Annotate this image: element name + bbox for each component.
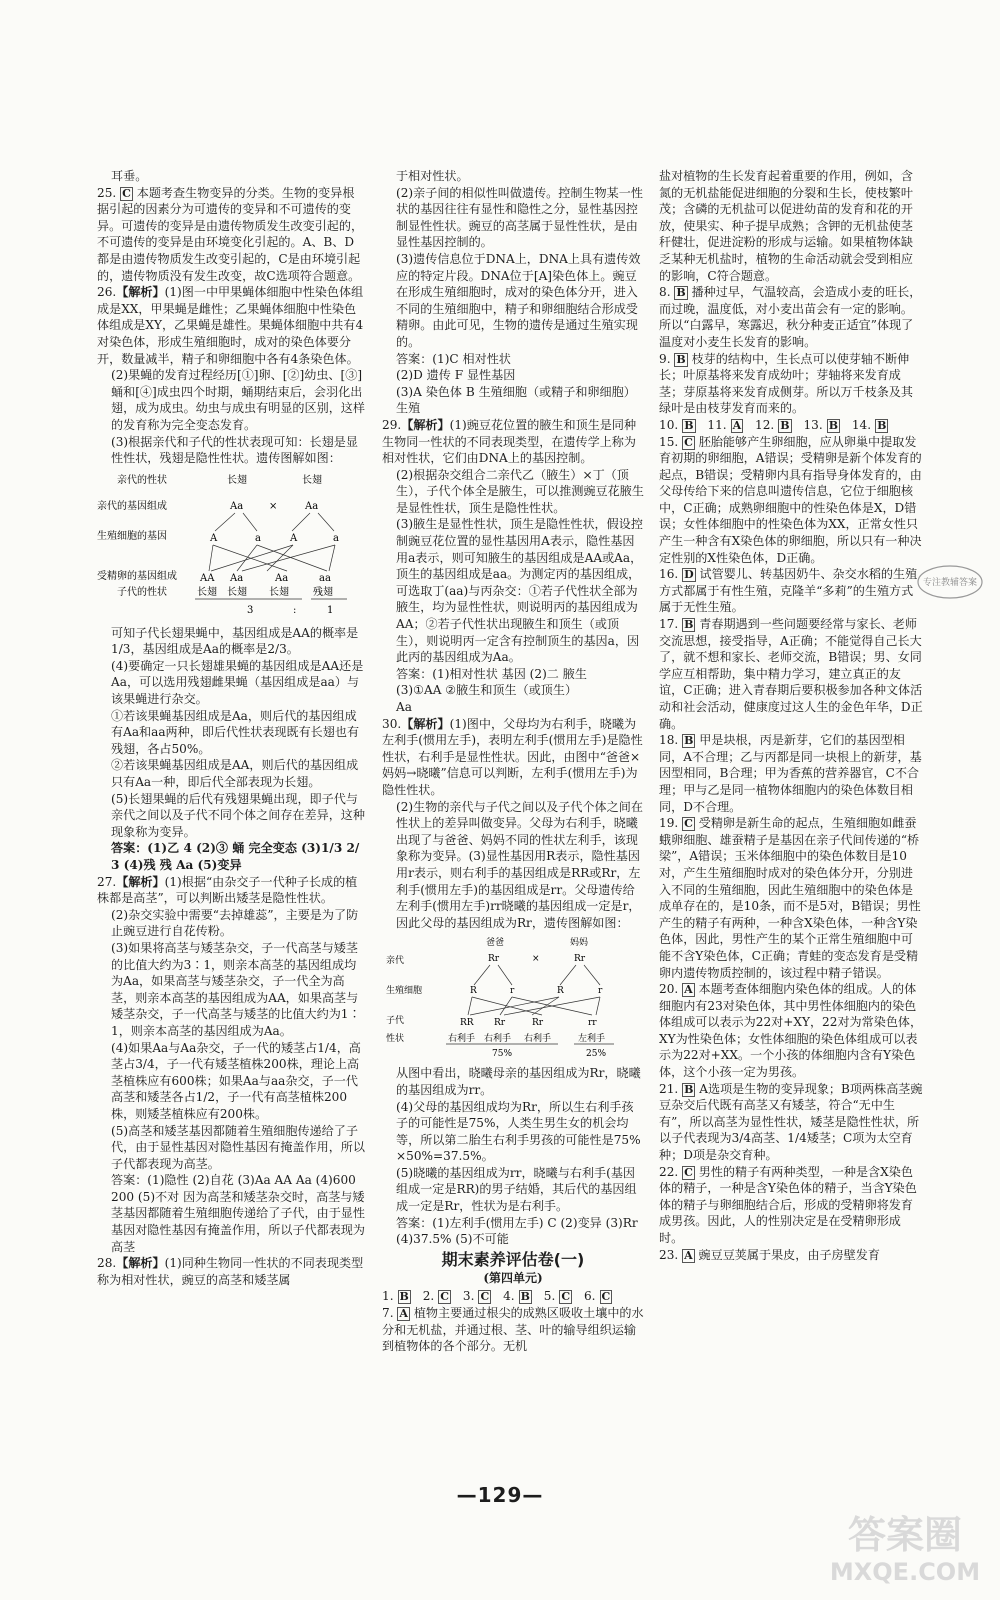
- row-label: 亲代: [386, 956, 405, 967]
- answer-box: C: [684, 817, 693, 831]
- paragraph: (5)高茎和矮茎基因都随着生殖细胞传递给了子代，由于显性基因对隐性基因有掩盖作用，所以子代都表现为高茎。: [111, 1123, 365, 1171]
- question-8: [659, 284, 923, 350]
- answer-box: B: [399, 1290, 409, 1304]
- zygote: Aa: [275, 572, 289, 584]
- answer-box: B: [684, 418, 694, 432]
- row-label: 子代: [386, 1016, 405, 1027]
- child-trait: 左利手: [578, 1034, 606, 1045]
- question-number: 11.: [707, 417, 727, 432]
- question-number: 26.: [97, 285, 117, 300]
- answer-line: 答案：(1)左利手(惯用左手) C (2)变异 (3)Rr (4)37.5% (5)不可能: [396, 1215, 638, 1247]
- question-text: 受精卵是新生命的起点，生殖细胞如雌蚕蛾卵细胞、雄蚕精子是基因在亲子代间传递的“桥梁”，A错误；玉米体细胞中的染色体数目是10对，产生生殖细胞时成对的染色体分开，分别进入不同的生殖细胞，因此生殖细胞中的染色体是成单存在的，是10条，而不是5对，B错误；男性产生的精子有两种，一种含X染色体，一种含Y染色体，因此，男性产生的某个正常生殖细胞中可能不含Y染色体，C正确；青蛙的变态发育是受精卵内遗传物质控制的，该过程中精子错误。: [659, 816, 921, 980]
- answer-box: B: [877, 418, 887, 432]
- answer-box: D: [684, 568, 694, 582]
- probability: 25%: [586, 1049, 607, 1060]
- mc-answers-row: [382, 1288, 644, 1305]
- paragraph: (3)如果将高茎与矮茎杂交，子一代高茎与矮茎的比值大约为3∶1，则亲本高茎的基因组成均为Aa，如果高茎与矮茎杂交，子一代全为高茎，则亲本高茎的基因组成为AA，如果高茎与矮茎杂交，子一代高茎与矮茎的比值大约为1∶1，则亲本高茎的基因组成为Aa。: [111, 940, 361, 1038]
- answer-box: C: [122, 186, 131, 200]
- question-22: [659, 1164, 923, 1247]
- answer-box: B: [676, 352, 686, 366]
- parent-label: 爸爸: [486, 938, 505, 949]
- paragraph: 于相对性状。: [396, 169, 469, 183]
- paragraph: (5)长翅果蝇的后代有残翅果蝇出现，即子代与亲代之间以及子代不同个体之间存在差异，这种现象称为变异。: [111, 791, 365, 839]
- paragraph: (3)根据亲代和子代的性状表现可知：长翅是显性性状，残翅是隐性性状。遗传图解如图：: [111, 434, 358, 466]
- offspring-trait: 长翅: [269, 586, 289, 598]
- mc-item: [852, 418, 893, 432]
- mc-item: [463, 1289, 495, 1303]
- row-label: 亲代的性状: [117, 474, 167, 486]
- answer-line: (3)A 染色体 B 生殖细胞（或精子和卵细胞） 生殖: [396, 384, 636, 416]
- question-29: [382, 417, 644, 467]
- question-17: [659, 616, 923, 732]
- question-number: 27.: [97, 874, 117, 889]
- column-2: [382, 168, 644, 1355]
- question-number: 3.: [462, 1289, 475, 1304]
- answer-line: 答案：(1)乙 4 (2)③ 蛹 完全变态 (3)1/3 2/3 (4)残 残 Aa (5)变异: [111, 841, 360, 872]
- row-label: 生殖细胞的基因: [97, 530, 167, 542]
- question-number: 28.: [97, 1256, 117, 1271]
- paragraph: (2)杂交实验中需要“去掉雄蕊”，主要是为了防止豌豆进行自花传粉。: [111, 907, 359, 939]
- mc-item: [803, 418, 844, 432]
- answer-line: 答案：(1)隐性 (2)自花 (3)Aa AA Aa (4)600 200 (5)不对 因为高茎和矮茎杂交时，高茎与矮茎基因都随着生殖细胞传递给了子代，由于显性基因对隐性基因有掩盖作用，所以子代都表现为高茎: [111, 1173, 365, 1254]
- gamete: r: [510, 986, 515, 997]
- mc-item: [755, 418, 796, 432]
- question-26: [97, 284, 365, 367]
- section-title: 期末素养评估卷(一): [441, 1249, 585, 1269]
- parent1-gene: Aa: [230, 500, 244, 512]
- zygote: AA: [200, 572, 215, 584]
- paragraph: ①若该果蝇基因组成是Aa，则后代的基因组成有Aa和aa两种，即后代性状表现既有长翅也有残翅，各占50%。: [111, 708, 360, 756]
- mc-item: [707, 418, 747, 432]
- question-9: [659, 351, 923, 417]
- genetic-diagram-handedness: [382, 935, 644, 1059]
- stamp-text: 专注教辅答案: [922, 578, 978, 588]
- analysis-tag: 【解析】: [401, 716, 450, 731]
- paragraph: (1)图一中甲果蝇体细胞中性染色体组成是XX，甲果蝇是雌性；乙果蝇体细胞中性染色体组成是XY，乙果蝇是雄性。果蝇体细胞中共有4对染色体，形成生殖细胞时，成对的染色体要分开，数量减半，精子和卵细胞中各有4条染色体。: [97, 285, 364, 366]
- paragraph: (1)豌豆花位置的腋生和顶生是同种生物同一性状的不同表现类型，在遗传学上称为相对性状，它们由DNA上的基因控制。: [382, 417, 637, 466]
- child-trait: 右利手: [484, 1034, 512, 1045]
- column-1: [97, 168, 365, 1288]
- parent-label: 妈妈: [570, 938, 589, 949]
- question-number: 23.: [659, 1247, 679, 1262]
- paragraph: (1)根据“由杂交子一代种子长成的植株都是高茎”，可以判断出矮茎是隐性性状。: [97, 874, 358, 906]
- question-15: [659, 434, 923, 567]
- child-gene: RR: [460, 1018, 474, 1029]
- gamete: R: [557, 986, 564, 997]
- page-number: —129—: [456, 1483, 544, 1507]
- mc-item: [659, 418, 700, 432]
- question-number: 21.: [659, 1081, 679, 1096]
- mc-item: [382, 1289, 415, 1303]
- question-text: 男性的精子有两种类型，一种是含X染色体的精子，一种是含Y染色体的精子，当含Y染色体的精子与卵细胞结合后，形成的受精卵将发育成男孩。因此，人的性别决定是在受精卵形成时。: [659, 1164, 917, 1245]
- paragraph: (5)晓曦的基因组成为rr，晓曦与右利手(基因组成一定是RR)的男子结婚，其后代的基因组成一定是Rr，性状为是右利手。: [396, 1165, 637, 1214]
- answer-box: B: [828, 418, 838, 432]
- child-gene: rr: [588, 1018, 597, 1029]
- question-16: [659, 566, 923, 616]
- question-number: 29.: [382, 417, 402, 432]
- question-number: 9.: [659, 351, 671, 366]
- paragraph: ②若该果蝇基因组成是AA，则后代的基因组成只有Aa一种，即后代全部表现为长翅。: [111, 758, 359, 790]
- question-number: 5.: [543, 1289, 556, 1304]
- question-number: 15.: [659, 434, 679, 449]
- paragraph: (2)根据杂交组合二亲代乙（腋生）×丁（顶生），子代个体全是腋生，可以推测豌豆花腋生是显性性状，顶生是隐性性状。: [396, 467, 644, 515]
- analysis-tag: 【解析】: [116, 874, 165, 889]
- paragraph: (1)图中，父母均为右利手，晓曦为左利手(惯用左手)，表明左利手(惯用左手)是隐性性状，右利手是显性性状。因此，由图中“爸爸×妈妈→晓曦”信息可以判断，左利手(惯用左手)为隐性性状。: [382, 716, 643, 797]
- answer-box: A: [399, 1307, 408, 1321]
- probability: 75%: [492, 1049, 513, 1060]
- question-text: 本题考查体细胞内染色体的组成。人的体细胞内有23对染色体，其中男性体细胞内的染色体组成可以表示为22对+XY，22对为常染色体，XY为性染色体；女性体细胞的染色体组成可以表示为22对+XX。一个小孩的体细胞内含有Y染色体，这个小孩一定为男孩。: [659, 982, 923, 1080]
- analysis-tag: 【解析】: [116, 1256, 165, 1271]
- offspring-trait: 长翅: [227, 586, 247, 598]
- paragraph: (4)如果Aa与Aa杂交，子一代的矮茎占1/4，高茎占3/4，子一代有矮茎植株200株，理论上高茎植株应有600株；如果Aa与aa杂交，子一代高茎和矮茎各占1/2，子一代有高茎植株200株，则矮茎植株应有200株。: [111, 1040, 361, 1121]
- answer-box: B: [520, 1290, 530, 1304]
- question-text: 胚胎能够产生卵细胞，应从卵巢中提取发育初期的卵细胞，A错误；受精卵是新个体发育的起点，B错误；受精卵内具有指导身体发育的，由父母传给下来的信息叫遗传信息，它位于细胞核中，C正确；成熟卵细胞中的性染色体是X，D错误；女性体细胞中的性染色体为XX，正常女性只产生一种含有X染色体的卵细胞，所以只有一种决定性别的X性染色体，D正确。: [659, 434, 922, 565]
- answer-box: B: [684, 734, 694, 748]
- paragraph: (2)生物的亲代与子代之间以及子代个体之间在性状上的差异叫做变异。父母为右利手，晓曦出现了与爸爸、妈妈不同的性状左利手，该现象称为变异。(3)显性基因用R表示，隐性基因用r表示，则右利手的基因组成是RR或Rr，左利手(惯用左手)的基因组成是rr。父母遗传给左利手(惯用左手)rr晓曦的基因组成一定是r，因此父母的基因组成为Rr，遗传图解如图：: [396, 799, 643, 930]
- question-number: 2.: [422, 1289, 435, 1304]
- section-subtitle: (第四单元): [483, 1270, 543, 1285]
- question-number: 13.: [803, 417, 823, 432]
- question-25: [97, 185, 365, 285]
- answer-box: B: [684, 1082, 694, 1096]
- row-label: 受精卵的基因组成: [97, 570, 177, 582]
- paragraph: (4)要确定一只长翅雄果蝇的基因组成是AA还是Aa，可以选用残翅雌果蝇（基因组成是aa）与该果蝇进行杂交。: [111, 658, 364, 707]
- question-number: 20.: [659, 982, 679, 997]
- answer-line: 答案：(1)C 相对性状: [396, 351, 511, 366]
- question-30: [382, 716, 644, 799]
- analysis-tag: 【解析】: [116, 285, 165, 300]
- question-number: 17.: [659, 617, 679, 632]
- child-trait: 右利手: [524, 1034, 552, 1045]
- question-text: A选项是生物的变异现象；B项两株高茎豌豆杂交后代既有高茎又有矮茎，符合“无中生有”，所以高茎为显性性状，矮茎是隐性性状，所以子代表现为3/4高茎、1/4矮茎；C项为太空育种；D项是杂交育种。: [659, 1081, 923, 1163]
- child-gene: Rr: [494, 1018, 506, 1029]
- answer-box: C: [684, 1165, 693, 1179]
- parent-gene: Rr: [574, 954, 586, 965]
- answer-box: B: [676, 286, 686, 300]
- question-number: 30.: [382, 716, 402, 731]
- answer-line: Aa: [396, 700, 412, 714]
- row-label: 子代的性状: [117, 586, 167, 598]
- offspring-trait: 残翅: [313, 586, 333, 598]
- question-number: 12.: [755, 417, 775, 432]
- paragraph: (1)同种生物同一性状的不同表现类型称为相对性状，豌豆的高茎和矮茎属: [97, 1256, 364, 1287]
- question-number: 7.: [382, 1306, 394, 1321]
- question-18: [659, 732, 923, 815]
- row-label: 亲代的基因组成: [97, 500, 167, 512]
- question-text: 试管婴儿、转基因奶牛、杂交水稻的生殖方式都属于有性生殖，克隆羊“多莉”的生殖方式属于无性生殖。: [659, 567, 918, 615]
- ratio: 3: [247, 604, 254, 616]
- question-number: 25.: [97, 185, 117, 200]
- ratio: 1: [327, 604, 334, 616]
- paragraph: 耳垂。: [111, 169, 148, 183]
- paragraph: (4)父母的基因组成均为Rr，所以生右利手孩子的可能性是75%，人类生男生女的机会均等，所以第二胎生右利手男孩的可能性是75%×50%=37.5%。: [396, 1099, 641, 1164]
- gamete: A: [290, 532, 298, 544]
- question-number: 14.: [851, 417, 872, 432]
- paragraph: 从图中看出，晓曦母亲的基因组成为Rr，晓曦的基因组成为rr。: [396, 1066, 641, 1097]
- question-text: 植物主要通过根尖的成熟区吸收土壤中的水分和无机盐，并通过根、茎、叶的输导组织运输到植物体的各个部分。无机: [382, 1306, 644, 1354]
- question-number: 10.: [659, 417, 679, 432]
- question-23: [659, 1247, 923, 1264]
- analysis-tag: 【解析】: [401, 417, 450, 432]
- question-21: [659, 1081, 923, 1164]
- answer-line: (3)①AA ②腋生和顶生（或顶生）: [396, 683, 578, 698]
- question-text: 本题考查生物变异的分类。生物的变异根据引起的因素分为可遗传的变异和不可遗传的变异。可遗传的变异是由遗传物质发生改变引起的，不可遗传的变异是由环境变化引起的。A、B、D都是由遗传物质发生改变引起的，C是由环境引起的，遗传物质没有发生改变，故C选项符合题意。: [97, 185, 364, 283]
- parent-gene: Rr: [488, 954, 500, 965]
- question-19: [659, 815, 923, 981]
- question-number: 22.: [659, 1164, 679, 1179]
- mc-item: [544, 1289, 576, 1303]
- question-number: 4.: [503, 1289, 515, 1304]
- offspring-trait: 长翅: [197, 586, 217, 598]
- answer-box: A: [684, 1248, 693, 1262]
- paragraph: 可知子代长翅果蝇中，基因组成是AA的概率是1/3，基因组成是Aa的概率是2/3。: [111, 625, 359, 657]
- question-text: 枝芽的结构中，生长点可以使芽轴不断伸长；叶原基将来发育成幼叶；芽轴将来发育成茎；芽原基将来发育成侧芽。所以万千枝条及其绿叶是由枝芽发育而来的。: [659, 351, 913, 416]
- answer-box: C: [440, 1290, 450, 1304]
- question-number: 19.: [659, 816, 679, 831]
- mc-item: [503, 1289, 536, 1303]
- parent2-trait: 长翅: [302, 474, 322, 486]
- genetic-diagram-svg: [382, 935, 644, 1059]
- question-7: [382, 1305, 644, 1355]
- question-number: 1.: [382, 1289, 394, 1304]
- zygote: Aa: [230, 572, 244, 584]
- question-number: 6.: [583, 1289, 596, 1304]
- question-text: 青春期遇到一些问题要经常与家长、老师交流思想，接受指导，A正确；不能觉得自己长大了，就不想和家长、老师交流，B错误；男、女同学应互相帮助，集中精力学习，建立真正的友谊，C正确；进入青春期后要积极参加各种文体活动和社会活动，健康度过这人生的金色年华，D正确。: [659, 617, 923, 731]
- answer-box: A: [684, 983, 693, 997]
- answer-line: (2)D 遗传 F 显性基因: [396, 368, 516, 383]
- column-3: [659, 168, 923, 1263]
- cross-sign: ×: [269, 500, 278, 512]
- watermark-url: MXQE.COM: [829, 1558, 981, 1586]
- question-number: 8.: [659, 285, 671, 300]
- answer-box: B: [780, 418, 790, 432]
- mc-item: [584, 1289, 616, 1303]
- question-number: 16.: [659, 567, 679, 582]
- question-text: 豌豆豆荚属于果皮，由子房壁发育: [698, 1247, 880, 1262]
- answer-line: 答案：(1)相对性状 基因 (2)二 腋生: [396, 666, 587, 681]
- question-number: 18.: [659, 733, 679, 748]
- answer-box: C: [601, 1290, 611, 1304]
- row-label: 性状: [386, 1034, 405, 1045]
- gamete: R: [470, 986, 477, 997]
- zygote: aa: [319, 572, 331, 584]
- parent1-trait: 长翅: [227, 474, 247, 486]
- answer-box: C: [480, 1290, 490, 1304]
- gamete: a: [333, 532, 339, 544]
- stamp-icon: [915, 562, 985, 602]
- gamete: a: [255, 532, 261, 544]
- question-27: [97, 874, 365, 907]
- paragraph: (2)亲子间的相似性叫做遗传。控制生物某一性状的基因往往有显性和隐性之分，显性基因控制显性性状。豌豆的高茎属于显性性状，是由显性基因控制的。: [396, 185, 643, 250]
- genetic-diagram-svg: [97, 471, 365, 619]
- answer-box: C: [684, 435, 693, 449]
- paragraph: (3)腋生是显性性状，顶生是隐性性状，假设控制豌豆花位置的显性基因用A表示，隐性基因用a表示，则可知腋生的基因组成是AA或Aa，顶生的基因组成是aa。为测定丙的基因组成，可选取丁(aa)与丙杂交：①若子代性状全部为腋生，均为显性性状，则说明丙的基因组成为AA；②若子代性状出现腋生和顶生（或顶生），则说明丙一定含有控制顶生的基因a，因此丙的基因组成为Aa。: [396, 517, 643, 665]
- question-28: [97, 1255, 365, 1288]
- gamete: r: [598, 986, 603, 997]
- child-gene: Rr: [532, 1018, 544, 1029]
- cross-sign: ×: [532, 954, 540, 965]
- paragraph: 盐对植物的生长发育起着重要的作用，例如，含氮的无机盐能促进细胞的分裂和生长，使枝繁叶茂；含磷的无机盐可以促进幼苗的发育和花的开放，使果实、种子提早成熟；含钾的无机盐使茎秆健壮，促进淀粉的形成与运输。如果植物体缺乏某种无机盐时，植物的生命活动就会受到相应的影响，C符合题意。: [659, 169, 913, 283]
- question-20: [659, 981, 923, 1081]
- question-text: 甲是块根，丙是新芽，它们的基因型相同，A不合理；乙与丙都是同一块根上的新芽，基因型相同，B合理；甲为香蕉的营养器官，C不合理；甲与乙是同一植物体细胞内的染色体数目相同，D不合理。: [659, 733, 922, 814]
- watermark-text: 答案圈: [847, 1513, 963, 1557]
- mc-item: [423, 1289, 455, 1303]
- paragraph: (3)遗传信息位于DNA上，DNA上具有遗传效应的特定片段。DNA位于[A]染色体上。豌豆在形成生殖细胞时，成对的染色体分开，进入不同的生殖细胞中，精子和卵细胞结合形成受精卵。由此可见，生物的遗传是通过生殖实现的。: [396, 251, 641, 349]
- child-trait: 右利手: [448, 1034, 476, 1045]
- row-label: 生殖细胞: [386, 986, 423, 997]
- ratio-sep: :: [293, 604, 297, 616]
- gamete: A: [210, 532, 218, 544]
- genetic-diagram-fruitfly: [97, 471, 365, 619]
- parent2-gene: Aa: [305, 500, 319, 512]
- question-text: 播种过早，气温较高，会造成小麦的旺长，而过晚，温度低，对小麦出苗会有一定的影响。所以“白露早，寒露迟，秋分种麦正适宜”体现了温度对小麦生长发育的影响。: [659, 285, 922, 349]
- answer-box: B: [684, 618, 694, 632]
- answer-box: A: [732, 418, 742, 432]
- paragraph: (2)果蝇的发育过程经历[①]卵、[②]幼虫、[③]蛹和[④]成虫四个时期，蛹期结束后，会羽化出翅，成为成虫。幼虫与成虫有明显的区别，这样的发育称为完全变态发育。: [111, 368, 365, 432]
- watermark-logo: [820, 1506, 990, 1586]
- mc-answers-row: [659, 417, 923, 434]
- answer-box: C: [561, 1290, 571, 1304]
